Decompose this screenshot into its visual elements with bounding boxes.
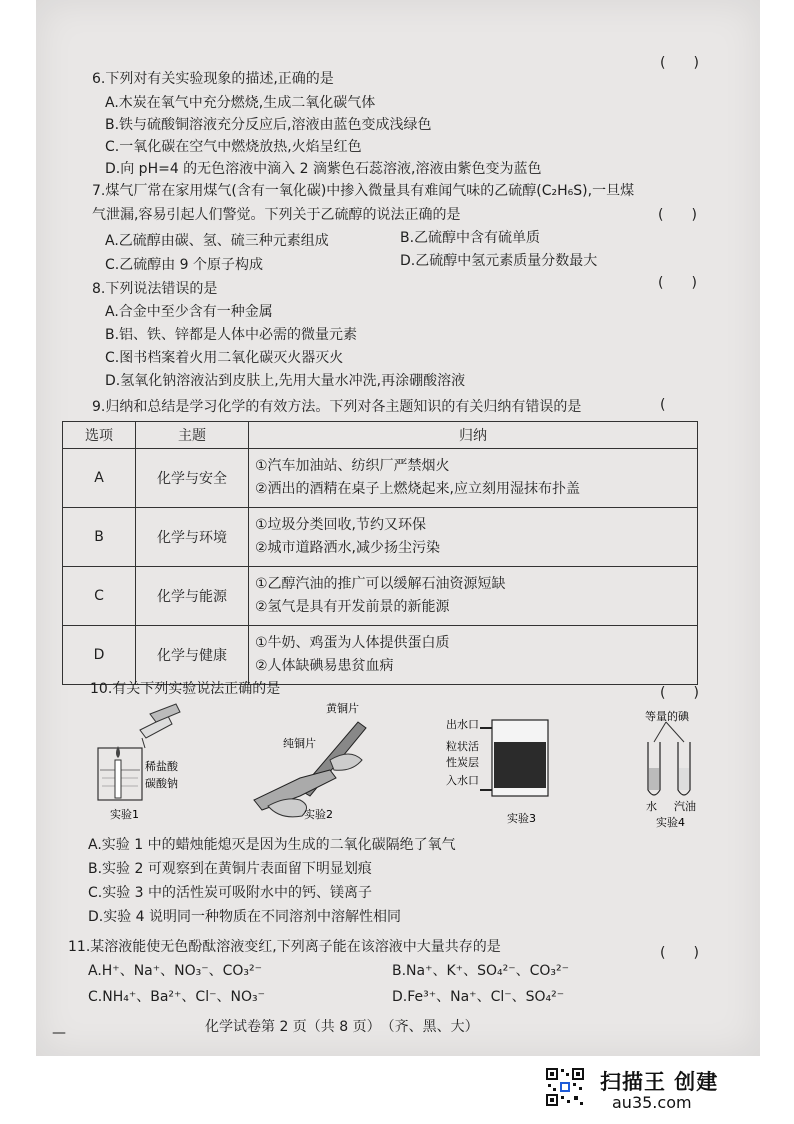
summary-item: ①牛奶、鸡蛋为人体提供蛋白质 (255, 635, 450, 651)
label-outlet: 出水口 (446, 718, 479, 731)
q11-option-b: B.Na⁺、K⁺、SO₄²⁻、CO₃²⁻ (392, 963, 569, 979)
label-exp1: 实验1 (110, 808, 139, 821)
q7-option-a: A.乙硫醇由碳、氢、硫三种元素组成 (105, 233, 329, 249)
label-carbon-1: 粒状活 (446, 740, 479, 753)
experiment4-figure (648, 722, 690, 795)
label-exp3: 实验3 (507, 812, 536, 825)
q6-option-b: B.铁与硫酸铜溶液充分反应后,溶液由蓝色变成浅绿色 (105, 117, 432, 133)
label-exp2: 实验2 (304, 808, 333, 821)
summary-item: ②城市道路洒水,减少扬尘污染 (255, 540, 441, 556)
summary-item: ①乙醇汽油的推广可以缓解石油资源短缺 (255, 576, 506, 592)
q10-option-c: C.实验 3 中的活性炭可吸附水中的钙、镁离子 (88, 885, 373, 901)
summary-item: ②氢气是具有开发前景的新能源 (255, 599, 450, 615)
q11-option-c: C.NH₄⁺、Ba²⁺、Cl⁻、NO₃⁻ (88, 989, 265, 1005)
q9-answer-paren: ( (660, 397, 666, 413)
row-topic: 化学与能源 (136, 567, 249, 626)
scanner-brand: 扫描王 创建 (600, 1070, 719, 1094)
q7-answer-paren: ( ) (658, 207, 697, 223)
summary-item: ②人体缺碘易患贫血病 (255, 658, 394, 674)
q10-option-d: D.实验 4 说明同一种物质在不同溶剂中溶解性相同 (88, 909, 402, 925)
label-hcl: 稀盐酸 (145, 760, 178, 773)
q11-option-a: A.H⁺、Na⁺、NO₃⁻、CO₃²⁻ (88, 963, 263, 979)
row-option: B (63, 508, 136, 567)
q11-stem: 11.某溶液能使无色酚酞溶液变红,下列离子能在该溶液中大量共存的是 (68, 939, 501, 955)
q7-stem-line2: 气泄漏,容易引起人们警觉。下列关于乙硫醇的说法正确的是 (92, 207, 461, 223)
label-exp4: 实验4 (656, 816, 685, 829)
q10-stem: 10.有关下列实验说法正确的是 (90, 681, 281, 697)
row-option: D (63, 626, 136, 685)
q11-answer-paren: ( ) (660, 945, 699, 961)
q7-option-b: B.乙硫醇中含有硫单质 (400, 230, 541, 246)
q8-answer-paren: ( ) (658, 275, 697, 291)
page-footer: 化学试卷第 2 页（共 8 页） （齐、黑、大） (205, 1019, 479, 1035)
label-brass: 黄铜片 (326, 702, 359, 715)
q6-option-d: D.向 pH=4 的无色溶液中滴入 2 滴紫色石蕊溶液,溶液由紫色变为蓝色 (105, 161, 542, 177)
q7-stem-line1: 7.煤气厂常在家用煤气(含有一氧化碳)中掺入微量具有难闻气味的乙硫醇(C₂H₆S),一旦煤 (92, 183, 635, 199)
label-inlet: 入水口 (446, 774, 479, 787)
row-topic: 化学与环境 (136, 508, 249, 567)
q7-option-d: D.乙硫醇中氢元素质量分数最大 (400, 253, 598, 269)
header-topic: 主题 (136, 422, 249, 449)
footer-dash: — (52, 1025, 66, 1041)
label-na2co3: 碳酸钠 (145, 777, 178, 790)
label-gasoline: 汽油 (674, 800, 696, 813)
summary-item: ①垃圾分类回收,节约又环保 (255, 517, 427, 533)
q6-stem: 6.下列对有关实验现象的描述,正确的是 (92, 71, 334, 87)
row-option: C (63, 567, 136, 626)
label-copper: 纯铜片 (283, 737, 316, 750)
q6-option-c: C.一氧化碳在空气中燃烧放热,火焰呈红色 (105, 139, 362, 155)
scanner-site: au35.com (612, 1093, 692, 1112)
header-summary: 归纳 (249, 422, 698, 449)
qr-code-icon (545, 1067, 585, 1107)
q10-answer-paren: ( ) (660, 685, 699, 701)
q10-option-b: B.实验 2 可观察到在黄铜片表面留下明显划痕 (88, 861, 372, 877)
label-iodine: 等量的碘 (645, 710, 689, 723)
q8-option-b: B.铝、铁、锌都是人体中必需的微量元素 (105, 327, 358, 343)
label-water: 水 (646, 800, 657, 813)
q6-option-a: A.木炭在氧气中充分燃烧,生成二氧化碳气体 (105, 95, 376, 111)
q8-stem: 8.下列说法错误的是 (92, 281, 218, 297)
q7-option-c: C.乙硫醇由 9 个原子构成 (105, 257, 264, 273)
experiment3-figure (480, 720, 548, 796)
q8-option-c: C.图书档案着火用二氧化碳灭火器灭火 (105, 350, 344, 366)
header-option: 选项 (63, 422, 136, 449)
label-carbon-2: 性炭层 (446, 756, 479, 769)
q10-option-a: A.实验 1 中的蜡烛能熄灭是因为生成的二氧化碳隔绝了氧气 (88, 837, 456, 853)
summary-item: ①汽车加油站、纺织厂严禁烟火 (255, 458, 450, 474)
q11-option-d: D.Fe³⁺、Na⁺、Cl⁻、SO₄²⁻ (392, 989, 565, 1005)
row-topic: 化学与安全 (136, 449, 249, 508)
q8-option-d: D.氢氧化钠溶液沾到皮肤上,先用大量水冲洗,再涂硼酸溶液 (105, 373, 466, 389)
q5-answer-paren: ( ) (660, 55, 699, 71)
q9-stem: 9.归纳和总结是学习化学的有效方法。下列对各主题知识的有关归纳有错误的是 (92, 399, 582, 415)
summary-item: ②洒出的酒精在桌子上燃烧起来,应立刻用湿抹布扑盖 (255, 481, 580, 497)
row-option: A (63, 449, 136, 508)
row-topic: 化学与健康 (136, 626, 249, 685)
q8-option-a: A.合金中至少含有一种金属 (105, 304, 273, 320)
